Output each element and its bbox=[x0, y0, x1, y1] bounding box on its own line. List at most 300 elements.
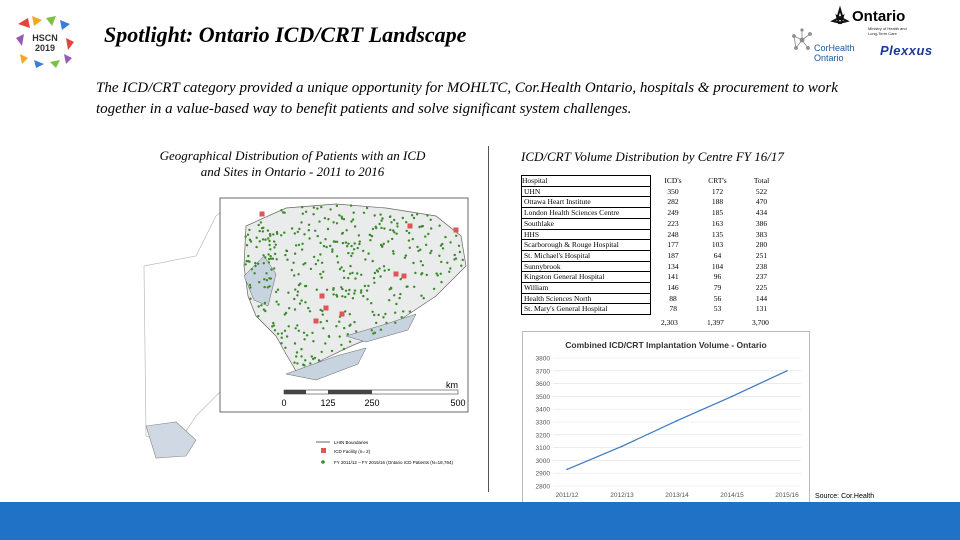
hscn-logo-line2: 2019 bbox=[34, 43, 56, 53]
patient-dot bbox=[336, 222, 338, 224]
patient-dot bbox=[453, 258, 455, 260]
patient-dot bbox=[328, 335, 330, 337]
table-row bbox=[522, 261, 784, 272]
patient-dot bbox=[272, 258, 274, 260]
icd-count: 146 bbox=[667, 283, 679, 293]
patient-dot bbox=[393, 231, 395, 233]
total-count: 131 bbox=[755, 304, 768, 314]
patient-dot bbox=[318, 359, 320, 361]
patient-dot bbox=[284, 347, 286, 349]
patient-dot bbox=[349, 273, 351, 275]
patient-dot bbox=[412, 262, 414, 264]
patient-dot bbox=[354, 277, 356, 279]
patient-dot bbox=[426, 214, 428, 216]
patient-dot bbox=[311, 332, 313, 334]
patient-dot bbox=[315, 263, 317, 265]
source-note: Source: Cor.Health bbox=[815, 493, 875, 500]
patient-dot bbox=[307, 307, 309, 309]
patient-dot bbox=[318, 220, 320, 222]
patient-dot bbox=[429, 252, 431, 254]
icd-facility-marker bbox=[340, 312, 345, 317]
patient-dot bbox=[339, 268, 341, 270]
patient-dot bbox=[276, 233, 278, 235]
patient-dot bbox=[351, 272, 353, 274]
patient-dot bbox=[257, 263, 259, 265]
patient-dot bbox=[458, 245, 460, 247]
patient-dot bbox=[413, 217, 415, 219]
hospital-name: St. Mary's General Hospital bbox=[522, 304, 651, 315]
corhealth-logo-line1: CorHealth bbox=[814, 43, 855, 53]
patient-dot bbox=[280, 234, 282, 236]
patient-dot bbox=[295, 244, 297, 246]
patient-dot bbox=[347, 277, 349, 279]
patient-dot bbox=[306, 334, 308, 336]
patient-dot bbox=[255, 246, 257, 248]
patient-dot bbox=[414, 272, 416, 274]
patient-dot bbox=[380, 220, 382, 222]
patient-dot bbox=[395, 303, 397, 305]
total-all: 3,700 bbox=[752, 318, 769, 327]
patient-dot bbox=[267, 229, 269, 231]
table-row bbox=[522, 283, 784, 294]
patient-dot bbox=[296, 362, 298, 364]
scale-label-250: 250 bbox=[364, 398, 380, 408]
patient-dot bbox=[405, 221, 407, 223]
patient-dot bbox=[268, 285, 270, 287]
chart-point bbox=[786, 370, 788, 372]
hospital-name: Scarborough & Rouge Hospital bbox=[522, 240, 651, 251]
patient-dot bbox=[392, 250, 394, 252]
patient-dot bbox=[347, 243, 349, 245]
hospital-name: William bbox=[522, 283, 651, 294]
patient-dot bbox=[254, 262, 256, 264]
patient-dot bbox=[331, 251, 333, 253]
patient-dot bbox=[405, 254, 407, 256]
patient-dot bbox=[353, 292, 355, 294]
patient-dot bbox=[351, 252, 353, 254]
patient-dot bbox=[364, 285, 366, 287]
patient-dot bbox=[312, 340, 314, 342]
crt-count: 103 bbox=[711, 240, 724, 250]
patient-dot bbox=[332, 293, 334, 295]
patient-dot bbox=[408, 239, 410, 241]
patient-dot bbox=[379, 275, 381, 277]
patient-dot bbox=[251, 268, 253, 270]
patient-dot bbox=[390, 221, 392, 223]
patient-dot bbox=[422, 225, 424, 227]
patient-dot bbox=[374, 214, 376, 216]
patient-dot bbox=[268, 277, 270, 279]
patient-dot bbox=[420, 273, 422, 275]
patient-dot bbox=[370, 302, 372, 304]
patient-dot bbox=[420, 295, 422, 297]
icd-facility-marker bbox=[260, 212, 265, 217]
table-row bbox=[522, 197, 784, 208]
patient-dot bbox=[409, 247, 411, 249]
patient-dot bbox=[253, 272, 255, 274]
patient-dot bbox=[247, 255, 249, 257]
x-tick-label: 2011/12 bbox=[555, 492, 579, 499]
icd-facility-marker bbox=[408, 224, 413, 229]
patient-dot bbox=[373, 282, 375, 284]
crt-count: 163 bbox=[711, 218, 724, 228]
patient-dot bbox=[353, 321, 355, 323]
patient-dot bbox=[284, 254, 286, 256]
patient-dot bbox=[269, 235, 271, 237]
total-count: 251 bbox=[755, 250, 768, 260]
patient-dot bbox=[285, 312, 287, 314]
patient-dot bbox=[298, 284, 300, 286]
patient-dot bbox=[442, 247, 444, 249]
patient-dot bbox=[393, 294, 395, 296]
patient-dot bbox=[299, 302, 301, 304]
icd-count: 249 bbox=[667, 208, 679, 218]
patient-dot bbox=[427, 233, 429, 235]
patient-dot bbox=[294, 232, 296, 234]
patient-dot bbox=[355, 330, 357, 332]
patient-dot bbox=[321, 262, 323, 264]
patient-dot bbox=[267, 237, 269, 239]
patient-dot bbox=[268, 261, 270, 263]
patient-dot bbox=[460, 265, 462, 267]
icd-count: 248 bbox=[667, 229, 679, 239]
patient-dot bbox=[275, 291, 277, 293]
patient-dot bbox=[296, 324, 298, 326]
table-row bbox=[522, 272, 784, 283]
patient-dot bbox=[340, 344, 342, 346]
patient-dot bbox=[287, 292, 289, 294]
col-icds: ICD's bbox=[664, 176, 682, 185]
patient-dot bbox=[364, 258, 366, 260]
patient-dot bbox=[344, 296, 346, 298]
patient-dot bbox=[449, 267, 451, 269]
patient-dot bbox=[303, 233, 305, 235]
map-heading-line1: Geographical Distribution of Patients with an ICD bbox=[159, 148, 426, 163]
patient-dot bbox=[332, 287, 334, 289]
patient-dot bbox=[440, 273, 442, 275]
patient-dot bbox=[304, 285, 306, 287]
patient-dot bbox=[389, 215, 391, 217]
total-crts: 1,397 bbox=[707, 318, 724, 327]
patient-dot bbox=[301, 206, 303, 208]
patient-dot bbox=[267, 253, 269, 255]
patient-dot bbox=[327, 218, 329, 220]
patient-dot bbox=[285, 250, 287, 252]
patient-dot bbox=[294, 308, 296, 310]
patient-dot bbox=[308, 229, 310, 231]
patient-dot bbox=[317, 235, 319, 237]
patient-dot bbox=[249, 286, 251, 288]
patient-dot bbox=[296, 294, 298, 296]
patient-dot bbox=[311, 355, 313, 357]
patient-dot bbox=[322, 327, 324, 329]
patient-dot bbox=[374, 332, 376, 334]
patient-dot bbox=[384, 269, 386, 271]
patient-dot bbox=[375, 322, 377, 324]
patient-dot bbox=[366, 298, 368, 300]
patient-dot bbox=[338, 321, 340, 323]
patient-dot bbox=[425, 244, 427, 246]
y-tick-label: 3300 bbox=[535, 419, 550, 427]
patient-dot bbox=[336, 255, 338, 257]
patient-dot bbox=[301, 243, 303, 245]
crt-count: 96 bbox=[713, 272, 722, 282]
scale-label-125: 125 bbox=[320, 398, 336, 408]
chart-point bbox=[731, 396, 733, 398]
patient-dot bbox=[316, 289, 318, 291]
patient-dot bbox=[277, 333, 279, 335]
patient-dot bbox=[332, 221, 334, 223]
total-count: 237 bbox=[755, 272, 768, 282]
patient-dot bbox=[462, 259, 464, 261]
patient-dot bbox=[411, 214, 413, 216]
legend-patients: FY 2011/12 – FY 2015/16 (Ontario ICD Patients (N=18,764) bbox=[334, 460, 453, 465]
patient-dot bbox=[412, 238, 414, 240]
crt-count: 135 bbox=[711, 229, 724, 239]
patient-dot bbox=[444, 236, 446, 238]
patient-dot bbox=[286, 259, 288, 261]
patient-dot bbox=[353, 248, 355, 250]
icd-count: 282 bbox=[667, 197, 679, 207]
patient-dot bbox=[246, 244, 248, 246]
patient-dot bbox=[358, 243, 360, 245]
patient-dot bbox=[277, 303, 279, 305]
patient-dot bbox=[263, 278, 265, 280]
patient-dot bbox=[404, 257, 406, 259]
patient-dot bbox=[297, 273, 299, 275]
y-tick-label: 3700 bbox=[535, 368, 550, 376]
y-tick-label: 3400 bbox=[535, 406, 550, 414]
patient-dot bbox=[409, 310, 411, 312]
table-row bbox=[522, 293, 784, 304]
patient-dot bbox=[322, 313, 324, 315]
total-count: 225 bbox=[755, 283, 768, 293]
icd-count: 88 bbox=[669, 293, 677, 303]
patient-dot bbox=[262, 238, 264, 240]
patient-dot bbox=[377, 314, 379, 316]
patient-dot bbox=[336, 205, 338, 207]
hospital-name: Kingston General Hospital bbox=[522, 272, 651, 283]
patient-dot bbox=[335, 294, 337, 296]
patient-dot bbox=[303, 364, 305, 366]
x-tick-label: 2012/13 bbox=[610, 492, 634, 499]
patient-dot bbox=[258, 224, 260, 226]
patient-dot bbox=[244, 235, 246, 237]
patient-dot bbox=[276, 258, 278, 260]
hospital-name: Southlake bbox=[522, 218, 651, 229]
patient-dot bbox=[371, 329, 373, 331]
ontario-logo-subtext: Ministry of Health and Long-Term Care bbox=[868, 26, 907, 36]
patient-dot bbox=[378, 267, 380, 269]
patient-dot bbox=[383, 227, 385, 229]
scale-label-500: 500 bbox=[450, 398, 466, 408]
patient-dot bbox=[313, 206, 315, 208]
patient-dot bbox=[263, 286, 265, 288]
icd-count: 223 bbox=[667, 218, 679, 228]
patient-dot bbox=[303, 338, 305, 340]
table-row bbox=[522, 229, 784, 240]
patient-dot bbox=[394, 322, 396, 324]
patient-dot bbox=[366, 289, 368, 291]
patient-dot bbox=[319, 242, 321, 244]
hospital-name: UHN bbox=[522, 186, 651, 197]
patient-dot bbox=[345, 290, 347, 292]
patient-dot bbox=[280, 209, 282, 211]
patient-dot bbox=[430, 227, 432, 229]
patient-dot bbox=[349, 341, 351, 343]
patient-dot bbox=[269, 248, 271, 250]
patient-dot bbox=[274, 253, 276, 255]
patient-dot bbox=[430, 250, 432, 252]
patient-dot bbox=[354, 242, 356, 244]
patient-dot bbox=[298, 244, 300, 246]
ontario-logo-text: Ontario bbox=[852, 8, 906, 25]
y-tick-label: 3100 bbox=[535, 445, 550, 453]
patient-dot bbox=[250, 240, 252, 242]
patient-dot bbox=[376, 269, 378, 271]
patient-dot bbox=[323, 245, 325, 247]
patient-dot bbox=[324, 238, 326, 240]
patient-dot bbox=[272, 322, 274, 324]
patient-dot bbox=[257, 315, 259, 317]
patient-dot bbox=[293, 362, 295, 364]
patient-dot bbox=[275, 244, 277, 246]
patient-dot bbox=[345, 241, 347, 243]
implantation-chart-svg bbox=[523, 332, 809, 502]
patient-dot bbox=[264, 256, 266, 258]
patient-dot bbox=[347, 293, 349, 295]
patient-dot bbox=[384, 313, 386, 315]
patient-dot bbox=[369, 234, 371, 236]
patient-dot bbox=[298, 330, 300, 332]
icd-count: 187 bbox=[667, 250, 679, 260]
map-heading bbox=[140, 148, 445, 180]
patient-dot bbox=[413, 286, 415, 288]
patient-dot bbox=[334, 241, 336, 243]
patient-dot bbox=[244, 263, 246, 265]
patient-dot bbox=[392, 253, 394, 255]
patient-dot bbox=[260, 221, 262, 223]
patient-dot bbox=[324, 342, 326, 344]
patient-dot bbox=[430, 219, 432, 221]
patient-dot bbox=[383, 265, 385, 267]
patient-dot bbox=[288, 325, 290, 327]
patient-dot bbox=[398, 297, 400, 299]
icd-count: 141 bbox=[667, 272, 679, 282]
patient-dot bbox=[424, 235, 426, 237]
patient-dot bbox=[258, 305, 260, 307]
crt-count: 104 bbox=[711, 261, 724, 271]
patient-dot bbox=[438, 225, 440, 227]
table-row bbox=[522, 240, 784, 251]
patient-dot bbox=[258, 281, 260, 283]
patient-dot bbox=[304, 301, 306, 303]
patient-dot bbox=[433, 288, 435, 290]
icd-facility-marker bbox=[394, 272, 399, 277]
patient-dot bbox=[340, 286, 342, 288]
patient-dot bbox=[254, 265, 256, 267]
patient-dot bbox=[418, 226, 420, 228]
table-row bbox=[522, 250, 784, 261]
crt-count: 172 bbox=[711, 186, 724, 196]
patient-dot bbox=[420, 260, 422, 262]
legend-patient-swatch bbox=[321, 460, 325, 464]
patient-dot bbox=[313, 256, 315, 258]
total-count: 238 bbox=[755, 261, 768, 271]
col-crts: CRT's bbox=[708, 176, 727, 185]
patient-dot bbox=[396, 225, 398, 227]
table-row bbox=[522, 218, 784, 229]
patient-dot bbox=[380, 244, 382, 246]
crt-count: 53 bbox=[713, 304, 722, 314]
patient-dot bbox=[372, 228, 374, 230]
patient-dot bbox=[440, 244, 442, 246]
patient-dot bbox=[268, 244, 270, 246]
patient-dot bbox=[309, 362, 311, 364]
total-count: 144 bbox=[755, 293, 768, 303]
patient-dot bbox=[329, 245, 331, 247]
patient-dot bbox=[275, 301, 277, 303]
chart-y-ticks bbox=[536, 356, 551, 491]
patient-dot bbox=[347, 252, 349, 254]
hospital-name: London Health Sciences Centre bbox=[522, 208, 651, 219]
patient-dot bbox=[352, 218, 354, 220]
col-hospital: Hospital bbox=[522, 176, 651, 187]
crt-count: 79 bbox=[713, 283, 722, 293]
patient-dot bbox=[259, 230, 261, 232]
legend-facility: ICD Facility (n= 2) bbox=[334, 449, 371, 454]
patient-dot bbox=[300, 221, 302, 223]
patient-dot bbox=[303, 332, 305, 334]
patient-dot bbox=[296, 351, 298, 353]
patient-dot bbox=[273, 240, 275, 242]
crt-count: 188 bbox=[711, 197, 724, 207]
icd-facility-marker bbox=[402, 274, 407, 279]
patient-dot bbox=[388, 269, 390, 271]
icd-count: 78 bbox=[669, 304, 677, 314]
patient-dot bbox=[284, 330, 286, 332]
patient-dot bbox=[340, 266, 342, 268]
hospital-name: Health Sciences North bbox=[522, 293, 651, 304]
patient-dot bbox=[320, 206, 322, 208]
y-tick-label: 3600 bbox=[535, 381, 550, 389]
patient-dot bbox=[408, 232, 410, 234]
patient-dot bbox=[373, 277, 375, 279]
chart-point bbox=[566, 469, 568, 471]
patient-dot bbox=[293, 298, 295, 300]
patient-dot bbox=[321, 277, 323, 279]
patient-dot bbox=[269, 255, 271, 257]
patient-dot bbox=[347, 333, 349, 335]
hospital-name: St. Michael's Hospital bbox=[522, 250, 651, 261]
icd-facility-marker bbox=[314, 319, 319, 324]
patient-dot bbox=[293, 274, 295, 276]
patient-dot bbox=[335, 325, 337, 327]
table-heading: ICD/CRT Volume Distribution by Centre FY 16/17 bbox=[521, 149, 784, 164]
patient-dot bbox=[357, 247, 359, 249]
patient-dot bbox=[342, 242, 344, 244]
patient-dot bbox=[360, 289, 362, 291]
patient-dot bbox=[273, 324, 275, 326]
patient-dot bbox=[354, 225, 356, 227]
patient-dot bbox=[310, 268, 312, 270]
patient-dot bbox=[297, 291, 299, 293]
patient-dot bbox=[356, 272, 358, 274]
patient-dot bbox=[373, 314, 375, 316]
patient-dot bbox=[383, 243, 385, 245]
patient-dot bbox=[259, 240, 261, 242]
map-legend bbox=[316, 440, 453, 465]
